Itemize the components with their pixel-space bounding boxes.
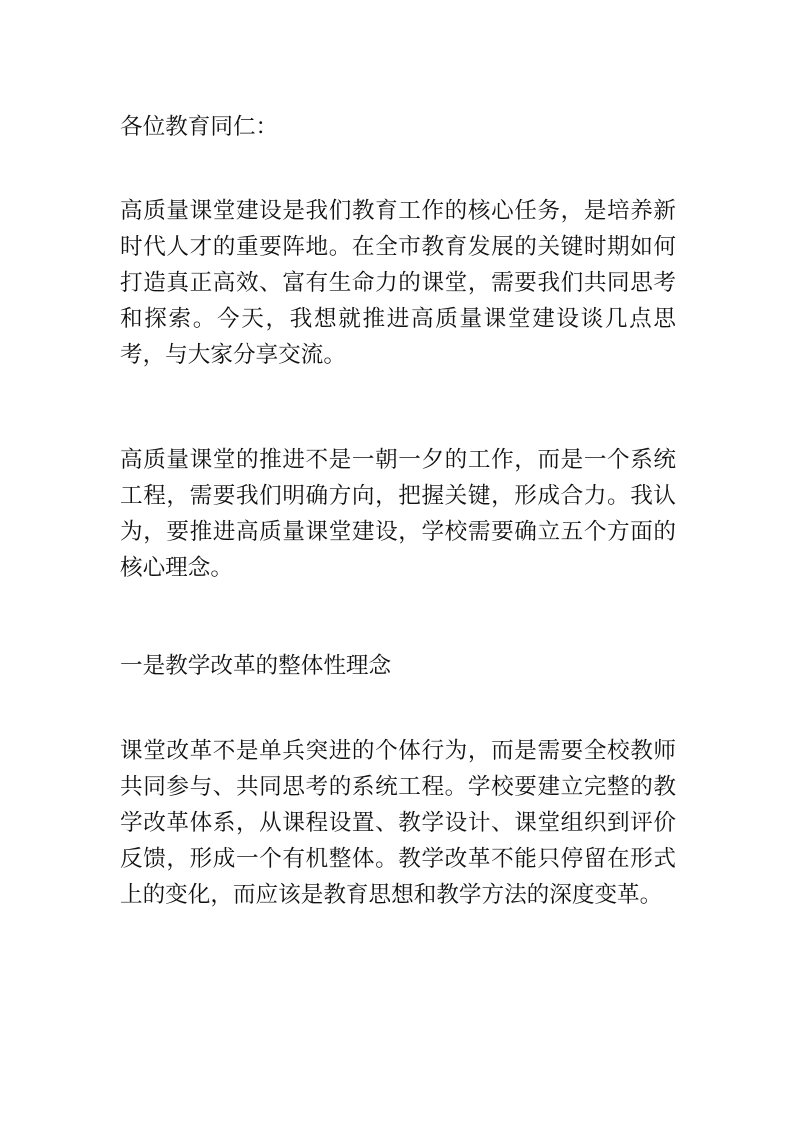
salutation: 各位教育同仁：	[120, 114, 279, 140]
overview-paragraph: 高质量课堂的推进不是一朝一夕的工作，而是一个系统工程，需要我们明确方向，把握关键，形成合力。我认为，要推进高质量课堂建设，学校需要确立五个方面的核心理念。	[120, 447, 676, 581]
section-paragraph: 课堂改革不是单兵突进的个体行为，而是需要全校教师共同参与、共同思考的系统工程。学校要建立完整的教学改革体系，从课程设置、教学设计、课堂组织到评价反馈，形成一个有机整体。教学改革不能只停留在形式上的变化，而应该是教育思想和教学方法的深度变革。	[120, 738, 676, 908]
section-heading: 一是教学改革的整体性理念	[120, 653, 392, 679]
intro-paragraph: 高质量课堂建设是我们教育工作的核心任务，是培养新时代人才的重要阵地。在全市教育发展的关键时期如何打造真正高效、富有生命力的课堂，需要我们共同思考和探索。今天，我想就推进高质量课堂建设谈几点思考，与大家分享交流。	[120, 198, 676, 368]
